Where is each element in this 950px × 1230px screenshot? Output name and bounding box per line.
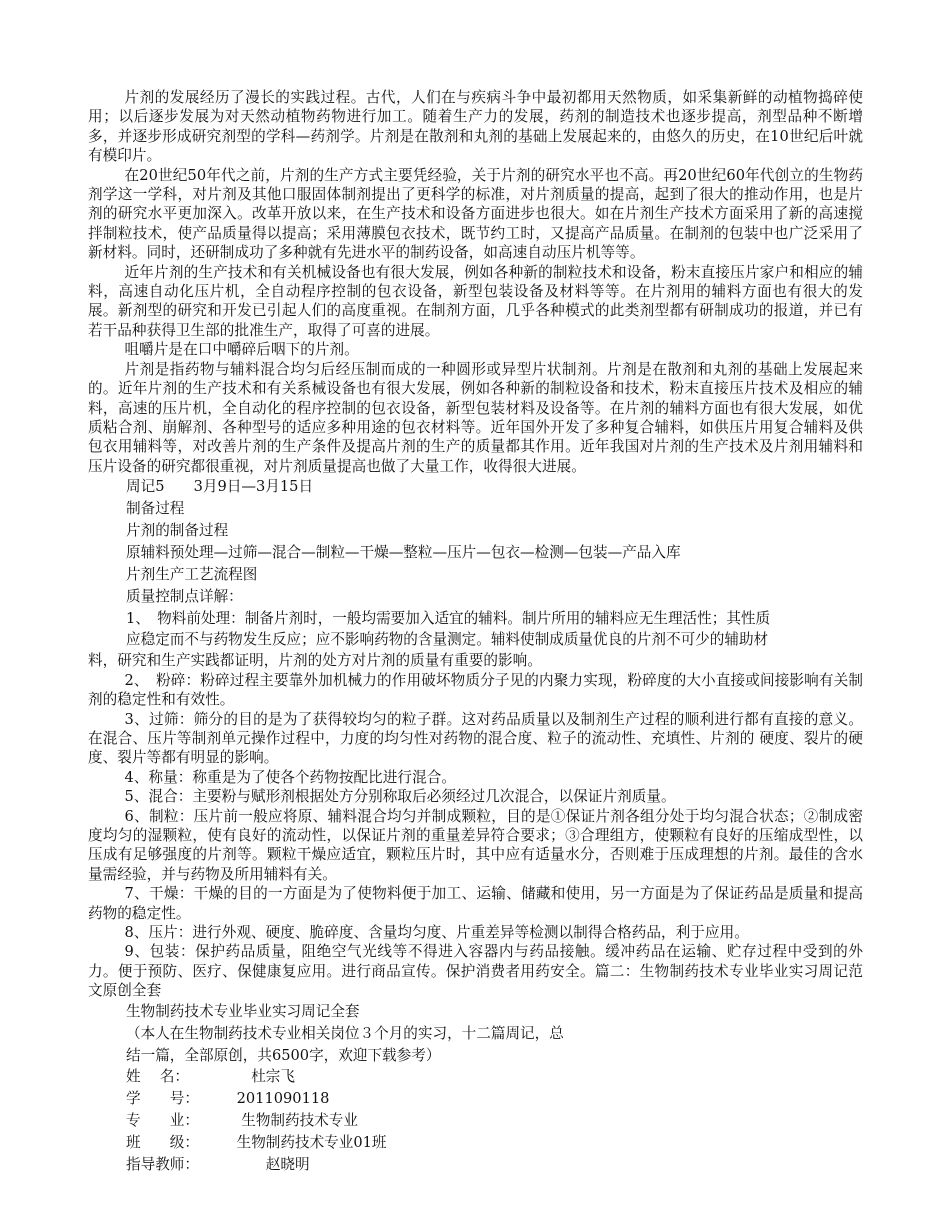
section2-note-line1: （本人在生物制药技术专业相关岗位３个月的实习，十二篇周记，总 (126, 1024, 564, 1042)
info-name-value: 杜宗飞 (222, 1068, 295, 1086)
section-heading-preparation: 制备过程 (126, 500, 185, 518)
info-class-label: 班 级： (126, 1134, 199, 1152)
list-item-weighing: 4、称量：称重是为了使各个药物按配比进行混合。 (124, 768, 456, 786)
paragraph-history: 片剂的发展经历了漫长的实践过程。古代，人们在与疾病斗争中最初都用天然物质，如采集新鲜的动植物捣碎使用；以后逐步发展为对天然动植物药物进行加工。随着生产力的发展，药剂的制造技术也逐步提高，剂型品种不断增多，并逐步形成研究剂型的学科—药剂学。片剂是在散剂和丸剂的基础上发展起来的，由悠久的历史，在10世纪后叶就有模印片。 (88, 89, 863, 165)
quality-control-heading: 质量控制点详解： (126, 587, 243, 605)
weekly-journal-heading: 周记5 3月9日—3月15日 (126, 478, 314, 496)
paragraph-chewable: 咀嚼片是在口中嚼碎后咽下的片剂。 (124, 341, 359, 359)
info-name-label: 姓 名： (126, 1068, 190, 1086)
info-student-id-value: 2011090118 (222, 1090, 330, 1108)
list-item-packaging: 9、包装：保护药品质量，阻绝空气光线等不得进入容器内与药品接触。缓冲药品在运输、贮存过程中受到的外力。便于预防、医疗、保健康复应用。进行商品宣传。保护消费者用药安全。篇二：生物制药技术专业毕业实习周记范文原创全套 (88, 943, 863, 1000)
list-item-pretreatment-line2: 应稳定而不与药物发生反应；应不影响药物的含量测定。辅料使制成质量优良的片剂不可少的辅助材 (126, 631, 769, 649)
list-item-sieving: 3、过筛：筛分的目的是为了获得较均匀的粒子群。这对药品质量以及制剂生产过程的顺利进行都有直接的意义。在混合、压片等制剂单元操作过程中，力度的均匀性对药物的混合度、粒子的流动性、充填性、片剂的 硬度、裂片的硬度、裂片等都有明显的影响。 (88, 710, 863, 767)
document-page (88, 88, 863, 1176)
paragraph-definition: 片剂是指药物与辅料混合均匀后经压制而成的一种圆形或异型片状制剂。片剂是在散剂和丸剂的基础上发展起来的。近年片剂的生产技术和有关系械设备也有很大发展，例如各种新的制粒设备和技术，粉末直接压片技术及相应的辅料，高速的压片机，全自动化的程序控制的包衣设备，新型包装材料及设备等。在片剂的辅料方面也有很大发展，如优质粘合剂、崩解剂、各种型号的适应多种用途的包衣材料等。近年国外开发了多种复合辅料，如供压片用复合辅料及供包衣用辅料等，对改善片剂的生产条件及提高片剂的生产的质量都其作用。近年我国对片剂的生产技术及片剂用辅料和压片设备的研究都很重视，对片剂质量提高也做了大量工作，收得很大进展。 (88, 360, 863, 475)
list-item-tableting: 8、压片：进行外观、硬度、脆碎度、含量均匀度、片重差异等检测以制得合格药品，利于应用。 (124, 924, 749, 942)
list-item-crushing: 2、 粉碎：粉碎过程主要靠外加机械力的作用破坏物质分子见的内聚力实现，粉碎度的大小直接或间接影响有关制剂的稳定性和有效性。 (88, 671, 863, 709)
student-info (88, 1066, 863, 1176)
info-class-value: 生物制药技术专业01班 (222, 1134, 387, 1152)
list-item-pretreatment-rest: 料，研究和生产实践都证明，片剂的处方对片剂的质量有重要的影响。 (88, 652, 542, 670)
flowchart-caption: 片剂生产工艺流程图 (126, 565, 258, 583)
paragraph-1950s: 在20世纪50年代之前，片剂的生产方式主要凭经验，关于片剂的研究水平也不高。再20世纪60年代创立的生物药剂学这一学科，对片剂及其他口服固体制剂提出了更科学的标准，对片剂质量的提高，起到了很大的推动作用，也是片剂的研究水平更加深入。改革开放以来，在生产技术和设备方面进步也很大。如在片剂生产技术方面采用了新的高速搅拌制粒技术，使产品质量得以提高；采用薄膜包衣技术，既节约工时，又提高产品质量。在制剂的包装中也广泛采用了新材料。同时，还研制成功了多种就有先进水平的制药设备，如高速自动压片机等等。 (88, 166, 863, 262)
section2-title: 生物制药技术专业毕业实习周记全套 (126, 1002, 360, 1020)
section2-note-line2: 结一篇，全部原创，共6500字，欢迎下载参考） (126, 1046, 441, 1064)
info-advisor (88, 1154, 863, 1176)
info-student-id-label: 学 号： (126, 1090, 199, 1108)
info-major-label: 专 业： (126, 1112, 199, 1130)
list-item-drying: 7、干燥：干燥的目的一方面是为了使物料便于加工、运输、储藏和使用，另一方面是为了保证药品是质量和提高药物的稳定性。 (88, 885, 863, 922)
list-item-pretreatment-line1: 1、 物料前处理：制备片剂时，一般均需要加入适宜的辅料。制片所用的辅料应无生理活性；其性质 (126, 609, 771, 627)
paragraph-recent-development: 近年片剂的生产技术和有关机械设备也有很大发展，例如各种新的制粒技术和设备，粉末直接压片家户和相应的辅料，高速自动化压片机，全自动程序控制的包衣设备，新型包装设备及材料等等。在片剂用的辅料方面也有很大的发展。新剂型的研究和开发已引起人们的高度重视。在制剂方面，几乎各种模式的此类剂型都有研制成功的报道，并已有若干品种获得卫生部的批准生产，取得了可喜的进展。 (88, 263, 863, 339)
process-flow-line: 原辅料预处理—过筛—混合—制粒—干燥—整粒—压片—包衣—检测—包装—产品入库 (126, 543, 681, 561)
info-student-id (88, 1088, 863, 1110)
list-item-granulation: 6、制粒：压片前一般应将原、辅料混合均匀并制成颗粒，目的是①保证片剂各组分处于均匀混合状态；②制成密度均匀的湿颗粒，使有良好的流动性，以保证片剂的重量差异符合要求；③合理组方，使颗粒有良好的压缩成型性，以压成有足够强度的片剂等。颗粒干燥应适宜，颗粒压片时，其中应有适量水分，否则难于压成理想的片剂。最佳的含水量需经验，并与药物及所用辅料有关。 (88, 807, 863, 883)
quality-control-list-continued (88, 671, 863, 1001)
info-advisor-label: 指导教师： (126, 1156, 199, 1174)
quality-control-list (88, 608, 863, 671)
subheading-tablet-preparation: 片剂的制备过程 (126, 521, 229, 539)
info-name (88, 1066, 863, 1088)
info-class (88, 1132, 863, 1154)
info-major (88, 1110, 863, 1132)
info-major-value: 生物制药技术专业 (222, 1112, 358, 1130)
info-advisor-value: 赵晓明 (222, 1156, 310, 1174)
list-item-mixing: 5、混合：主要粉与赋形剂根据处方分别称取后必须经过几次混合，以保证片剂质量。 (124, 788, 676, 806)
